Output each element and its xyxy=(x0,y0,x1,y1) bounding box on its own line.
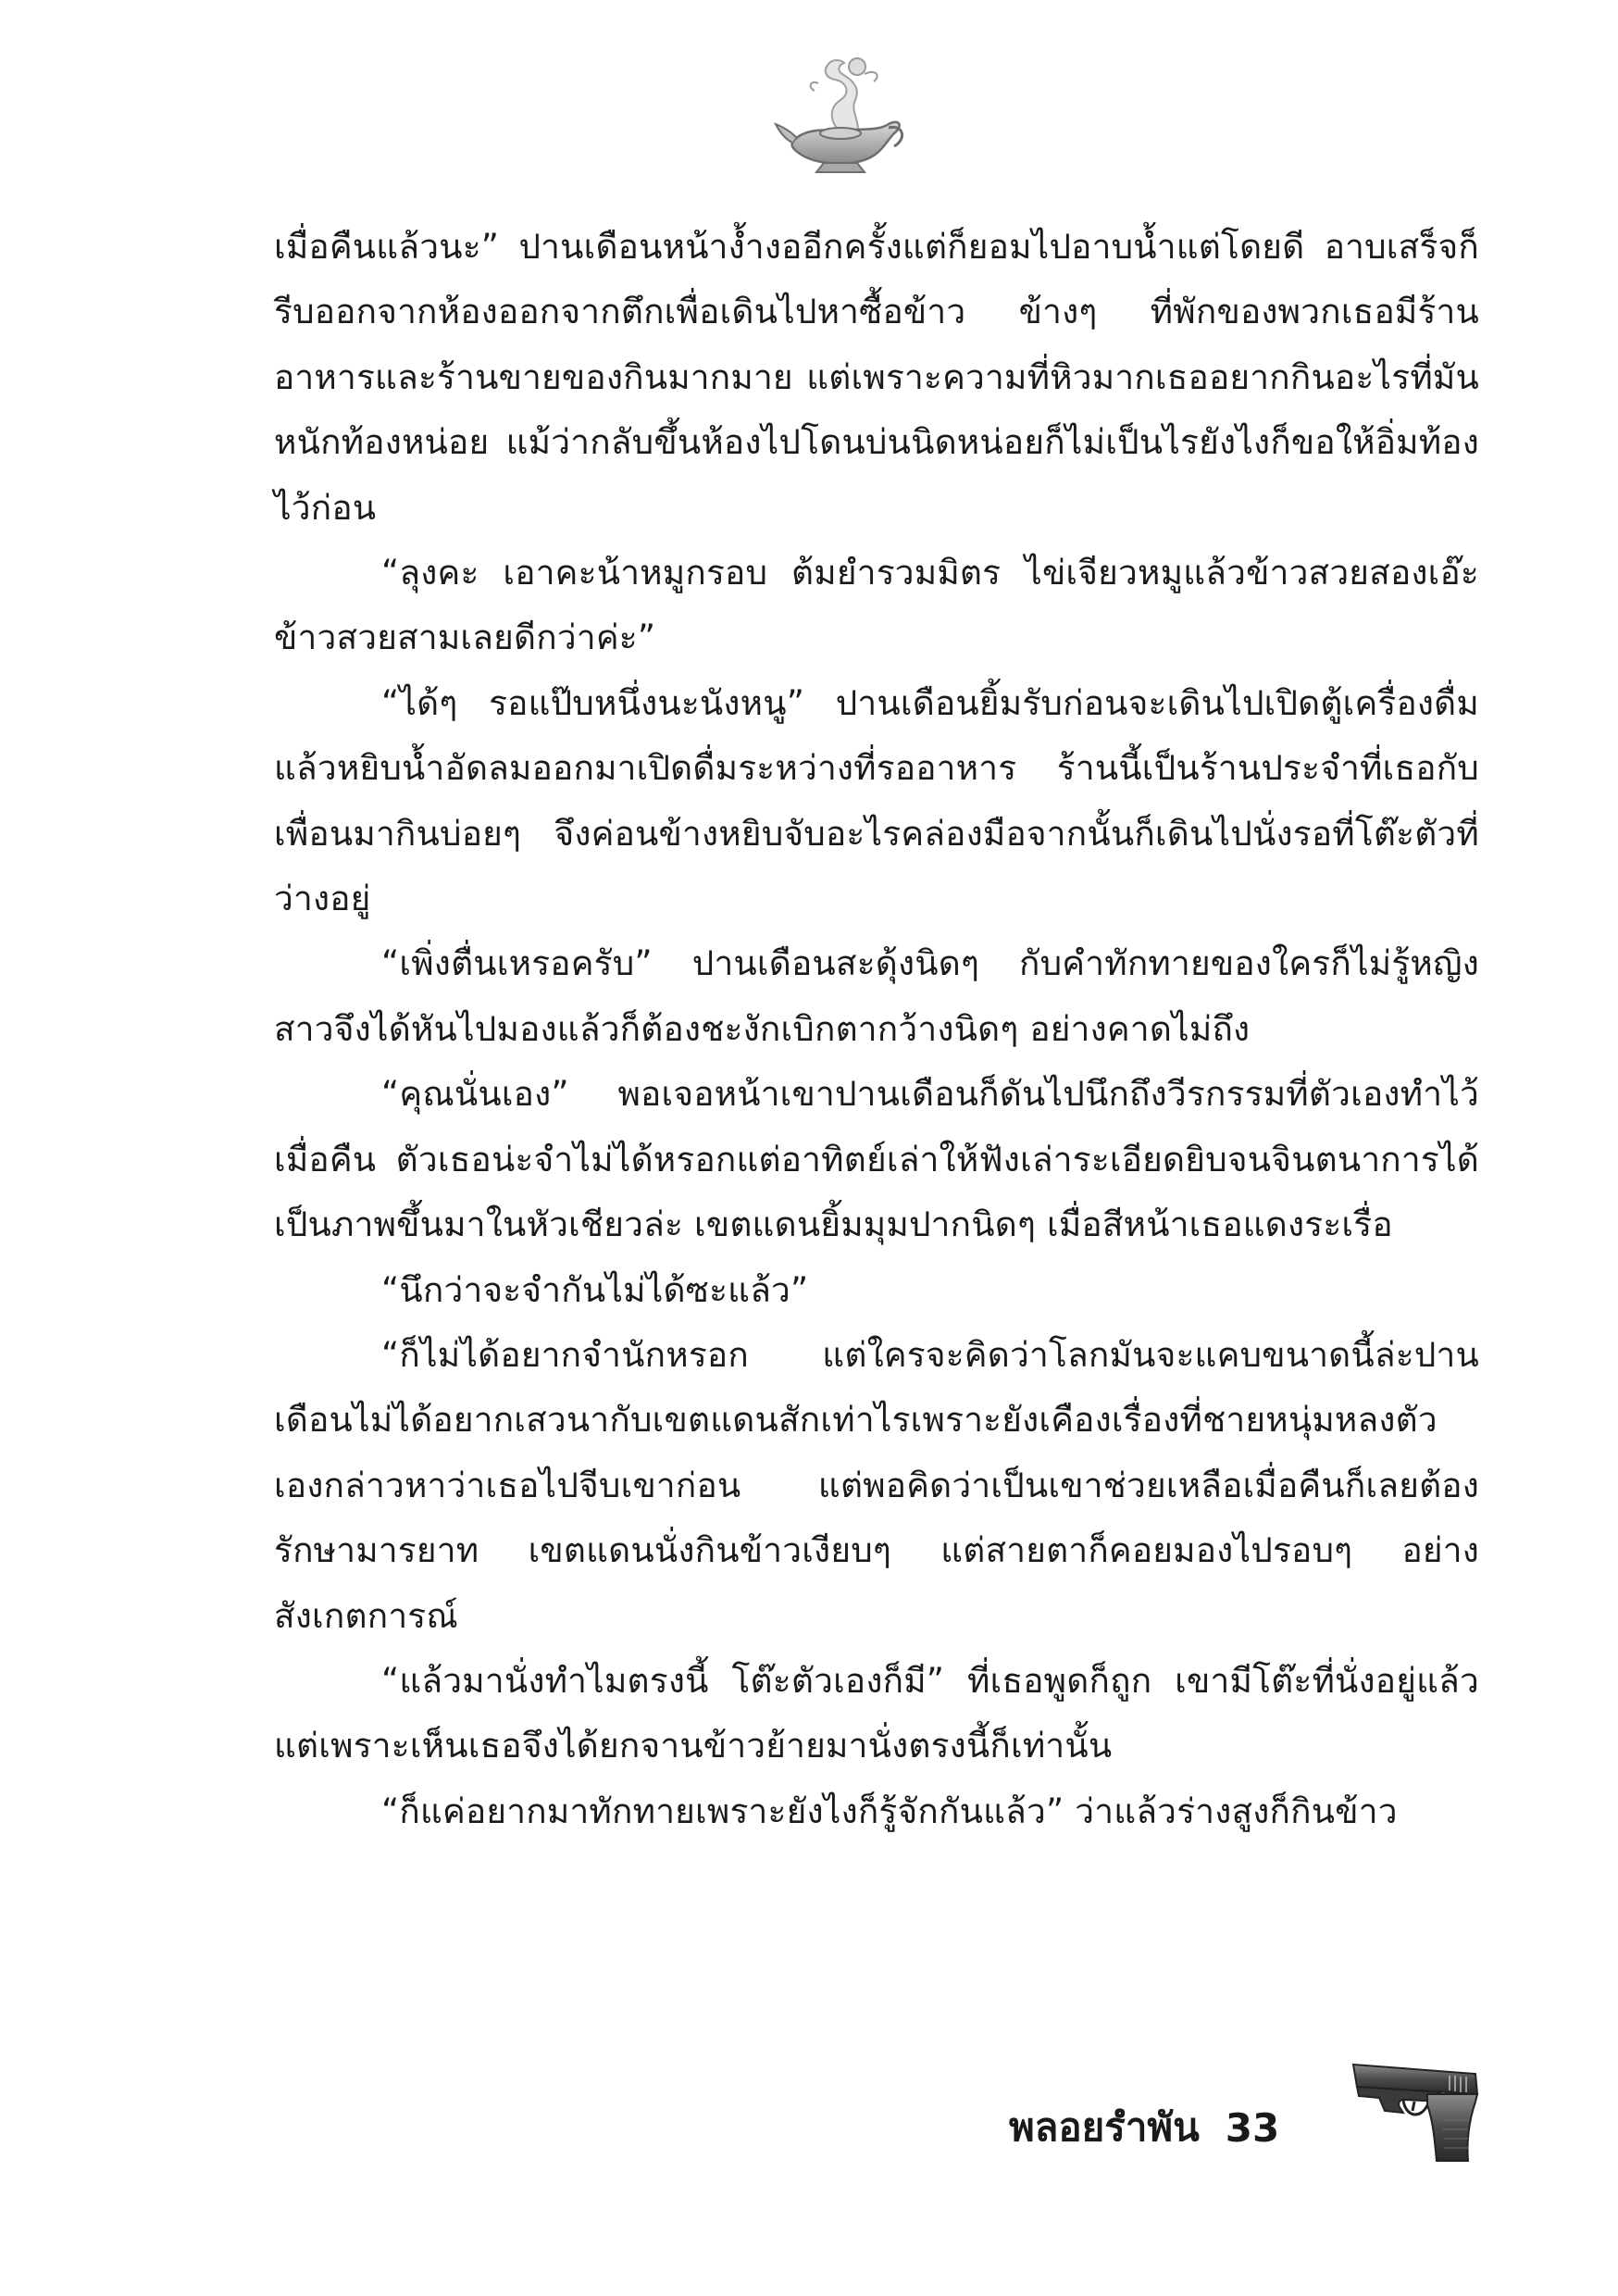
paragraph: “คุณนั่นเอง” พอเจอหน้าเขาปานเดือนก็ดันไปนึกถึงวีรกรรมที่ตัวเองทําไว้เมื่อคืน ตัวเธอน่ะจําไม่ได้หรอกแต่อาทิตย์เล่าให้ฟังเล่าระเอียดยิบจนจินตนาการได้เป็นภาพขึ้นมาในหัวเชียวล่ะ เขตแดนยิ้มมุมปากนิดๆ เมื่อสีหน้าเธอแดงระเรื่อ xyxy=(274,1074,1479,1245)
page-footer xyxy=(1009,2081,1279,2174)
paragraph: “แล้วมานั่งทําไมตรงนี้ โต๊ะตัวเองก็มี” ที่เธอพูดก็ถูก เขามีโต๊ะที่นั่งอยู่แล้วแต่เพราะเห็นเธอจึงได้ยกจานข้าวย้ายมานั่งตรงนี้ก็เท่านั้น xyxy=(274,1660,1479,1766)
paragraph: “ก็แค่อยากมาทักทายเพราะยังไงก็รู้จักกันแล้ว” ว่าแล้วร่างสูงก็กินข้าว xyxy=(381,1791,1398,1831)
page-number: 33 xyxy=(1225,2104,1280,2151)
chapter-body xyxy=(274,215,1479,1844)
paragraph: “ได้ๆ รอแป๊บหนึ่งนะนังหนู” ปานเดือนยิ้มรับก่อนจะเดินไปเปิดตู้เครื่องดื่มแล้วหยิบนํ้าอัดลมออกมาเปิดดื่มระหว่างที่รออาหาร ร้านนี้เป็นร้านประจําที่เธอกับเพื่อนมากินบ่อยๆ จึงค่อนข้างหยิบจับอะไรคล่องมือจากนั้นก็เดินไปนั่งรอที่โต๊ะตัวที่ว่างอยู่ xyxy=(274,682,1479,919)
paragraph: “นึกว่าจะจํากันไม่ได้ซะแล้ว” xyxy=(381,1269,809,1310)
paragraph: “ลุงคะ เอาคะน้าหมูกรอบ ต้มยํารวมมิตร ไข่เจียวหมูแล้วข้าวสวยสองเอ๊ะ ข้าวสวยสามเลยดีกว่าค่ะ” xyxy=(274,553,1479,658)
paragraph: “ก็ไม่ได้อยากจํานักหรอก แต่ใครจะคิดว่าโลกมันจะแคบขนาดนี้ล่ะปานเดือนไม่ได้อยากเสวนากับเขตแดนสักเท่าไรเพราะยังเคืองเรื่องที่ชายหนุ่มหลงตัวเองกล่าวหาว่าเธอไปจีบเขาก่อน แต่พอคิดว่าเป็นเขาช่วยเหลือเมื่อคืนก็เลยต้องรักษามารยาท เขตแดนนั่งกินข้าวเงียบๆ แต่สายตาก็คอยมองไปรอบๆ อย่างสังเกตการณ์ xyxy=(274,1334,1479,1636)
book-title: พลอยรําพัน xyxy=(1009,2104,1200,2150)
pistol-icon xyxy=(1348,2046,1487,2166)
paragraph: “เพิ่งตื่นเหรอครับ” ปานเดือนสะดุ้งนิดๆ กับคําทักทายของใครก็ไม่รู้หญิงสาวจึงได้หันไปมองแล้วก็ต้องชะงักเบิกตากว้างนิดๆ อย่างคาดไม่ถึง xyxy=(274,943,1479,1049)
genie-lamp-icon xyxy=(772,46,911,185)
paragraph: เมื่อคืนแล้วนะ” ปานเดือนหน้างํ้างออีกครั้งแต่ก็ยอมไปอาบนํ้าแต่โดยดี อาบเสร็จก็รีบออกจากห้องออกจากตึกเพื่อเดินไปหาซื้อข้าว ข้างๆ ที่พักของพวกเธอมีร้านอาหารและร้านขายของกินมากมาย แต่เพราะความที่หิวมากเธออยากกินอะไรที่มันหนักท้องหน่อย แม้ว่ากลับขึ้นห้องไปโดนบ่นนิดหน่อยก็ไม่เป็นไรยังไงก็ขอให้อิ่มท้องไว้ก่อน xyxy=(274,227,1479,528)
